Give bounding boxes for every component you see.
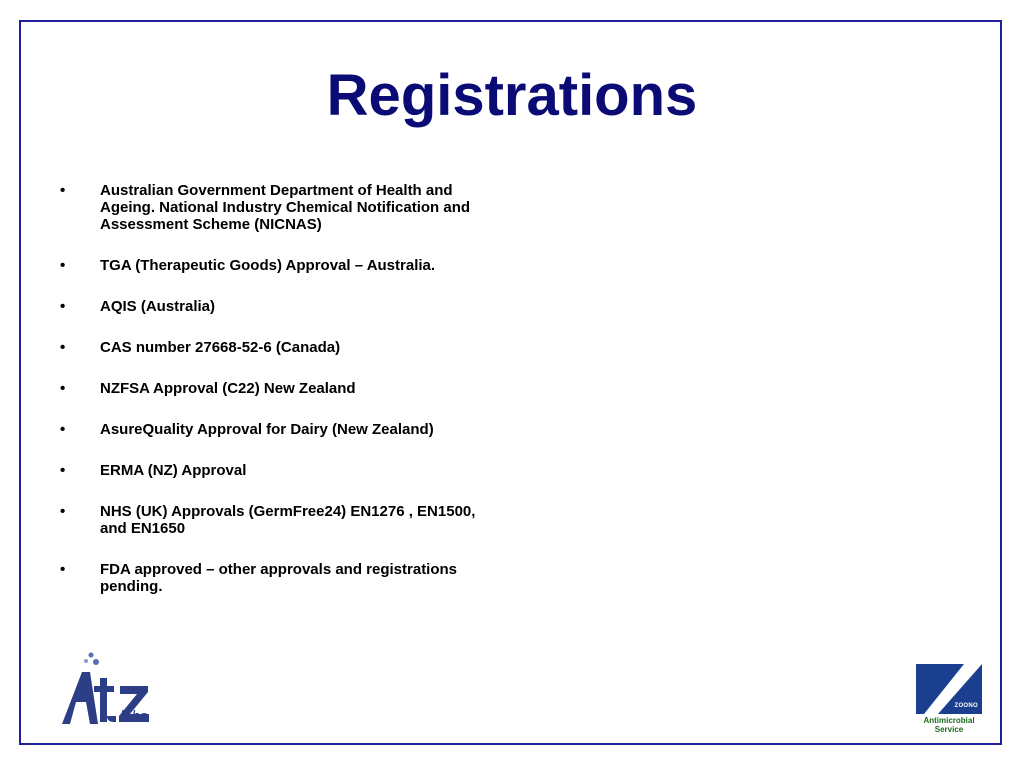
zoono-z-mark (916, 650, 982, 714)
zoono-brand-text: ZOONO (954, 703, 978, 709)
list-item (60, 257, 490, 274)
list-item (60, 421, 490, 438)
bullet-icon: • (60, 257, 66, 274)
bullet-list (60, 182, 490, 619)
bullet-text: CAS number 27668-52-6 (Canada) (100, 339, 341, 356)
bullet-icon: • (60, 462, 66, 479)
bullet-text: FDA approved – other approvals and registrations pending. (100, 561, 458, 595)
list-item (60, 561, 490, 595)
bullet-text: AQIS (Australia) (100, 298, 216, 315)
zoono-tagline-1: Antimicrobial (923, 716, 975, 725)
bullet-icon: • (60, 182, 66, 199)
bullet-icon: • (60, 503, 66, 520)
list-item (60, 339, 490, 356)
bullet-icon: • (60, 561, 66, 578)
bullet-text: NZFSA Approval (C22) New Zealand (100, 380, 356, 397)
atz-logo-subtext: labs (120, 708, 148, 725)
bullet-text: NHS (UK) Approvals (GermFree24) EN1276 , EN1500, and EN1650 (100, 503, 476, 537)
list-item (60, 298, 490, 315)
bullet-text: ERMA (NZ) Approval (100, 462, 247, 479)
atz-labs-logo (58, 650, 158, 732)
bullet-icon: • (60, 380, 66, 397)
zoono-logo (914, 650, 984, 738)
list-item (60, 462, 490, 479)
bullet-icon: • (60, 421, 66, 438)
list-item (60, 380, 490, 397)
bullet-icon: • (60, 339, 66, 356)
slide-title: Registrations (326, 63, 698, 128)
list-item (60, 182, 490, 233)
bullet-text: Australian Government Department of Health and Ageing. National Industry Chemical Notification and Assessment Scheme (NICNAS) (100, 182, 471, 233)
bullet-text: AsureQuality Approval for Dairy (New Zealand) (100, 421, 434, 438)
bullet-icon: • (60, 298, 66, 315)
bullet-text: TGA (Therapeutic Goods) Approval – Australia. (100, 257, 436, 274)
zoono-tagline-2: Service (934, 725, 964, 734)
list-item (60, 503, 490, 537)
